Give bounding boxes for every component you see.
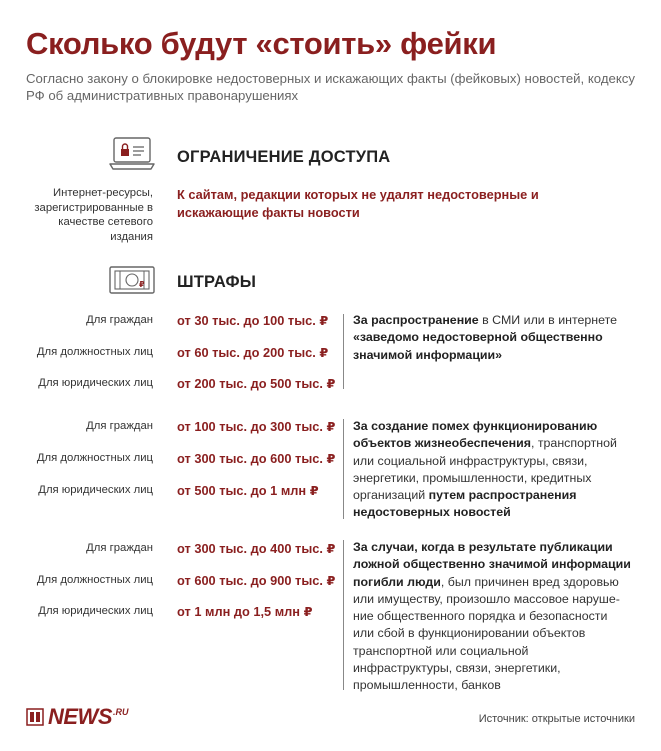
fine-row-value: от 100 тыс. до 300 тыс. ₽ xyxy=(177,419,336,434)
fine-row-label: Для юридических лиц xyxy=(38,484,153,496)
access-heading: ОГРАНИЧЕНИЕ ДОСТУПА xyxy=(177,148,391,166)
fine-row-value: от 300 тыс. до 400 тыс. ₽ xyxy=(177,541,336,556)
fine-row-label: Для граждан xyxy=(86,314,153,326)
fine-row-value: от 30 тыс. до 100 тыс. ₽ xyxy=(177,313,329,328)
fine-row-value: от 200 тыс. до 500 тыс. ₽ xyxy=(177,376,336,391)
laptop-lock-icon xyxy=(108,136,156,172)
group-divider xyxy=(343,540,344,690)
fine-row-label: Для должностных лиц xyxy=(36,452,153,464)
desc-segment: путем распространения недостоверных новостей xyxy=(353,488,577,520)
fine-row-label: Для граждан xyxy=(86,420,153,432)
desc-segment: За распространение xyxy=(353,313,479,327)
fine-row-label: Для должностных лиц xyxy=(36,574,153,586)
access-text: К сайтам, редакции которых не удалят недостоверные и искажающие факты новости xyxy=(177,187,539,220)
fine-row-label: Для должностных лиц xyxy=(36,346,153,358)
fine-row-label: Для юридических лиц xyxy=(38,605,153,617)
desc-segment: За случаи, когда в результате публикации ложной общественно значимой информации погибли люди xyxy=(353,540,631,589)
fine-row-label: Для юридических лиц xyxy=(38,377,153,389)
group-divider xyxy=(343,314,344,389)
fine-row-value: от 600 тыс. до 900 тыс. ₽ xyxy=(177,573,336,588)
desc-segment: в СМИ или в интернете xyxy=(478,313,618,327)
fine-description xyxy=(353,418,631,522)
desc-segment: , был причинен вред здоровью или имуществу, произошло массовое наруше-ние общественного порядка и безопасности или сбой в функционировании объектов транспортной или социальной инфраструктуры, связи, энергетики, промышленности, банков xyxy=(353,574,620,693)
newsru-logo-icon xyxy=(26,708,44,726)
group-divider xyxy=(343,419,344,519)
logo-suffix: .RU xyxy=(113,707,129,717)
desc-segment: «заведомо недостоверной общественно значимой информации» xyxy=(353,330,603,362)
fine-description xyxy=(353,539,631,695)
fine-row-value: от 1 млн до 1,5 млн ₽ xyxy=(177,604,313,619)
newsru-logo[interactable] xyxy=(26,706,129,728)
fine-row-value: от 300 тыс. до 600 тыс. ₽ xyxy=(177,451,336,466)
fine-row-value: от 500 тыс. до 1 млн ₽ xyxy=(177,483,319,498)
desc-segment: , транспортной или социальной инфраструктуры, связи, энергетики, промышленности, кредитных организаций xyxy=(353,436,617,503)
banknote-ruble-icon xyxy=(108,265,156,295)
fine-description xyxy=(353,312,631,364)
access-label: Интернет-ресурсы, зарегистрированные в качестве сетевого издания xyxy=(34,187,153,243)
logo-word: NEWS xyxy=(48,704,112,729)
svg-text:₽: ₽ xyxy=(139,280,145,289)
fine-row-value: от 60 тыс. до 200 тыс. ₽ xyxy=(177,345,329,360)
page-title: Сколько будут «стоить» фейки xyxy=(26,26,497,61)
desc-segment: За создание помех функционированию объектов жизнеобеспечения xyxy=(353,419,598,451)
fine-row-label: Для граждан xyxy=(86,542,153,554)
source-note: Источник: открытые источники xyxy=(478,713,635,725)
fines-heading: ШТРАФЫ xyxy=(177,273,257,291)
page-subtitle: Согласно закону о блокировке недостоверных и искажающих факты (фейковых) новостей, кодексу РФ об административных правонарушениях xyxy=(26,71,635,103)
